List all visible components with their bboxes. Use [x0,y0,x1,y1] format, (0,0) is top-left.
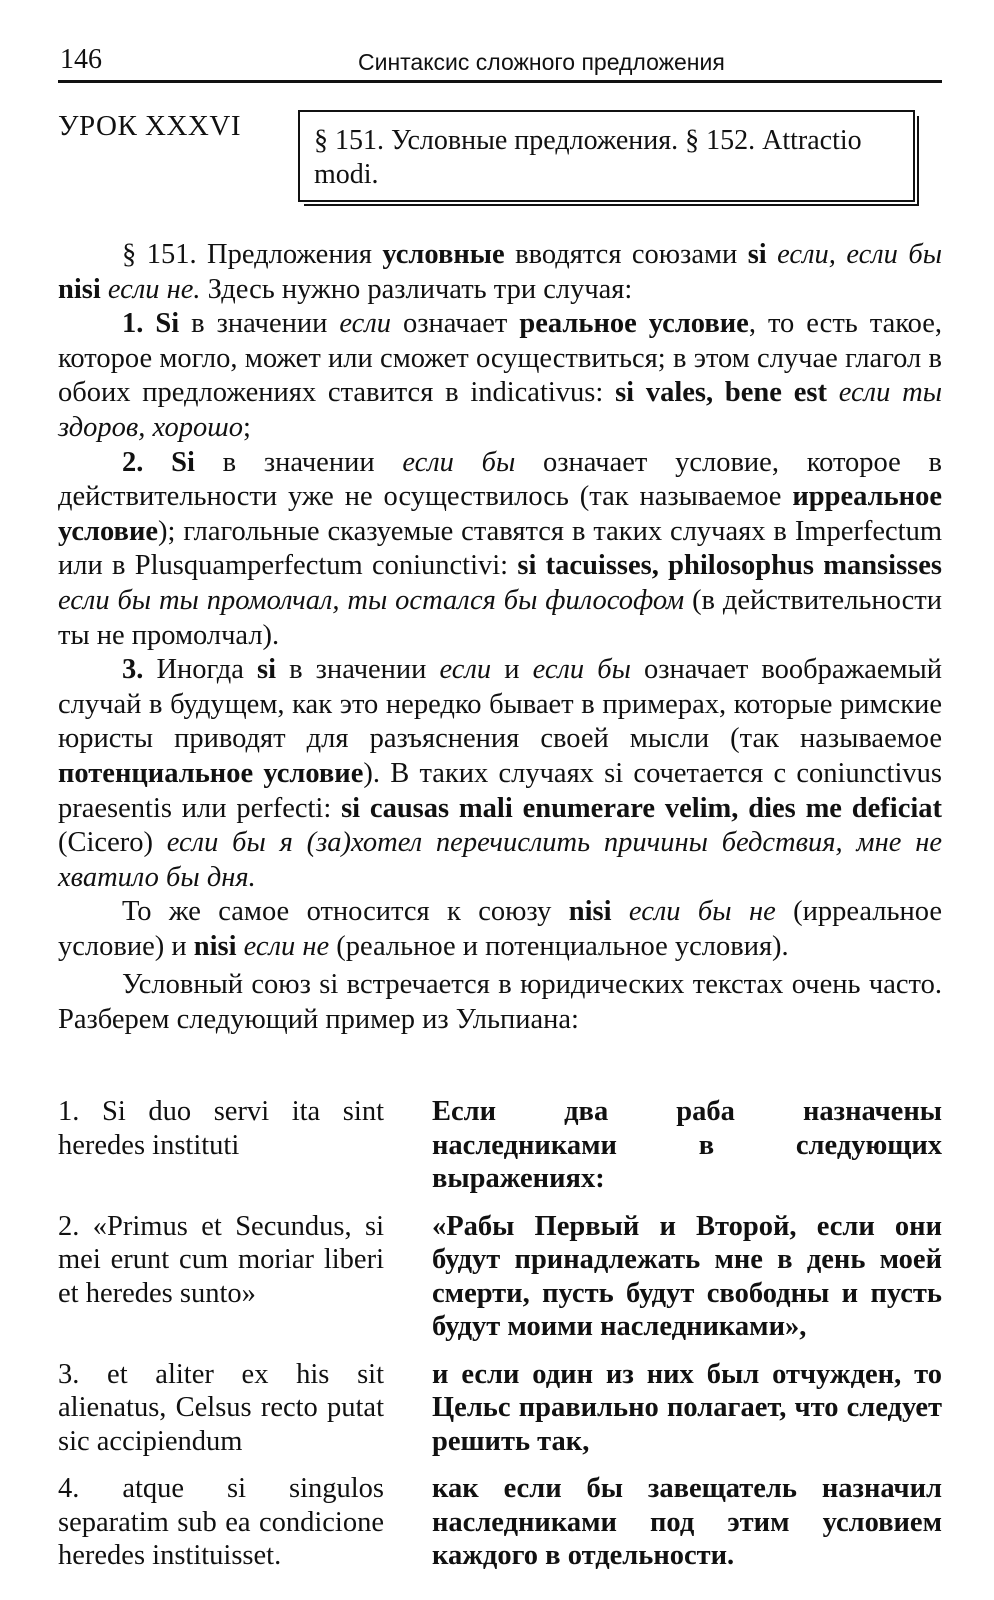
example-row [58,1095,942,1196]
topic-text: § 151. Условные предложения. § 152. Attractio modi. [314,125,862,190]
topic-box [298,110,915,202]
example-row [58,1472,942,1573]
paragraph-nisi: То же самое относится к союзу nisi если бы не (ирреальное условие) и nisi если не (реальное и потенциальное условия). [58,896,942,962]
paragraph-case-1: 1. Si в значении если означает реальное условие, то есть такое, которое могло, может или сможет осуществиться; в этом случае глагол в обоих предложениях ставится в indicativus: si vales, bene est если ты здоров, хорошо; [58,308,943,443]
running-title: Синтаксис сложного предложения [358,49,725,75]
main-text [58,238,942,1038]
parallel-examples [58,1095,942,1587]
paragraph-case-3: 3. Иногда si в значении если и если бы означает воображаемый случай в будущем, как это нередко бывает в примерах, которые римские юристы приводят для разъяснения своей мысли (так называемое потенциальное условие). В таких случаях si сочетается с coniunctivus praesentis или perfecti: si causas mali enumerare velim, dies me deficiat (Cicero) если бы я (за)хотел перечислить причины бедствия, мне не хватило бы дня. [58,654,942,893]
example-russian: и если один из них был отчужден, то Цельс правильно полагает, что следует решить так, [432,1358,942,1457]
example-latin: 3. et aliter ex his sit alienatus, Celsus recto putat sic accipiendum [58,1358,384,1457]
example-russian: «Рабы Первый и Второй, если они будут принадлежать мне в день моей смерти, пусть будут свободны и пусть будут моими наследниками», [432,1210,942,1342]
example-row [58,1210,942,1344]
paragraph-ulpian-intro: Условный союз si встречается в юридических текстах очень часто. Разберем следующий пример из Ульпиана: [58,969,942,1036]
page-number: 146 [60,44,102,75]
example-latin: 2. «Primus et Secundus, si mei erunt cum moriar liberi et heredes sunto» [58,1210,384,1309]
paragraph-case-2: 2. Si в значении если бы означает условие, которое в действительности уже не осуществилось (так называемое ирреальное условие); глагольные сказуемые ставятся в таких случаях в Imperfectum или в Plusquamperfectum coniunctivi: si tacuisses, philosophus mansisses если бы ты промолчал, ты остался бы философом (в действительности ты не промолчал). [58,446,942,651]
example-russian: как если бы завещатель назначил наследниками под этим условием каждого в отдельности. [432,1473,942,1571]
example-row [58,1358,942,1459]
example-russian: Если два раба назначены наследниками в следующих выражениях: [432,1096,942,1194]
paragraph-intro: § 151. Предложения условные вводятся союзами si если, если бы nisi если не. Здесь нужно различать три случая: [58,239,942,305]
example-latin: 1. Si duo servi ita sint heredes instituti [58,1096,384,1161]
lesson-heading: УРОК XXXVI [58,110,241,142]
example-latin: 4. atque si singulos separatim sub ea condicione heredes instituisset. [58,1473,384,1571]
page-header [58,40,942,83]
